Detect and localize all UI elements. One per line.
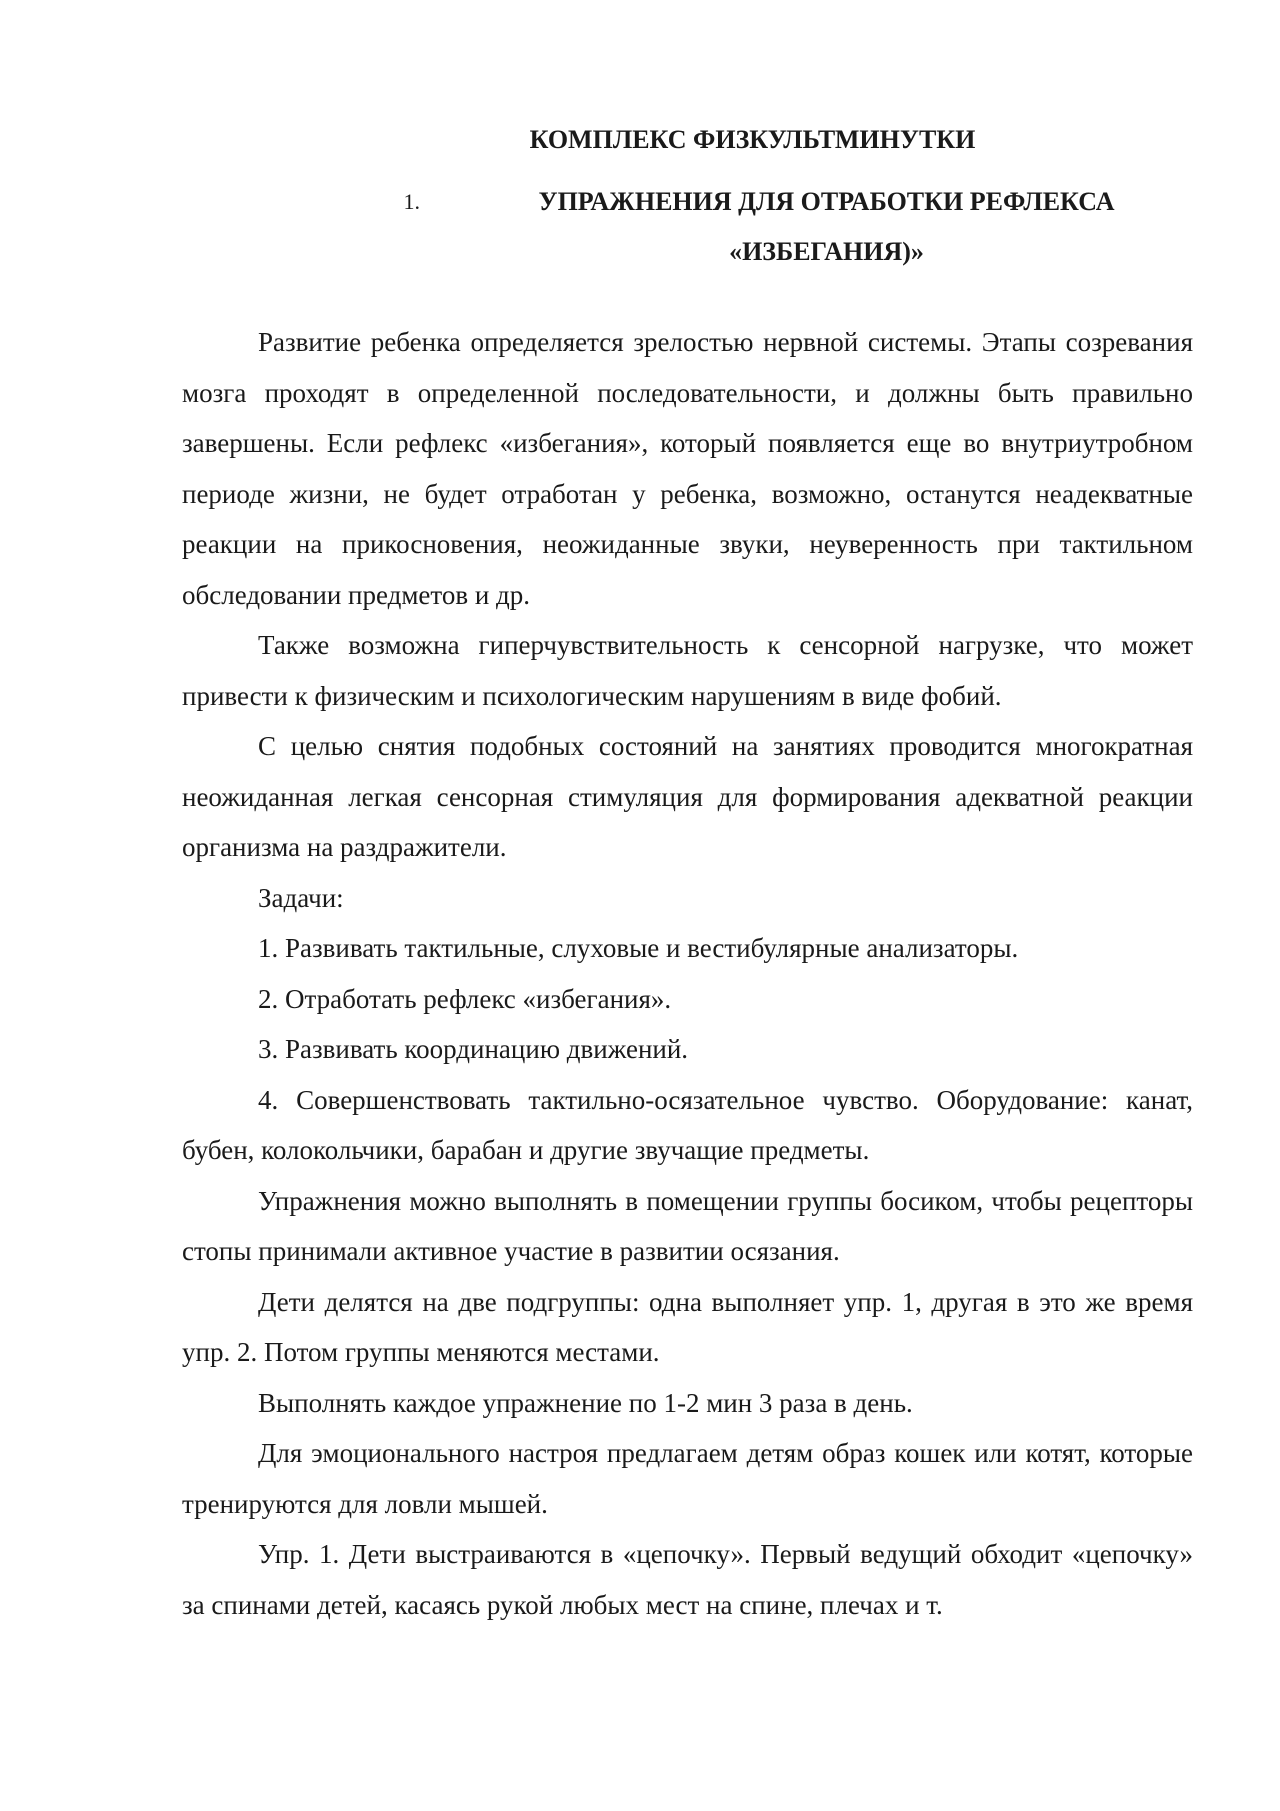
paragraph-subgroups: Дети делятся на две подгруппы: одна выполняет упр. 1, другая в это же время упр. 2. Потом группы меняются местами. — [182, 1286, 1193, 1367]
paragraph-tasks-label: Задачи: — [258, 882, 344, 913]
section-title — [420, 177, 1193, 277]
paragraph-emotional: Для эмоционального настроя предлагаем детям образ кошек или котят, которые тренируются для ловли мышей. — [182, 1438, 1193, 1519]
paragraph-hypersensitivity: Также возможна гиперчувствительность к сенсорной нагрузке, что может привести к физическим и психологическим нарушениям в виде фобий. — [182, 630, 1193, 711]
task-item-1: 1. Развивать тактильные, слуховые и вестибулярные анализаторы. — [258, 933, 1019, 963]
section-number: 1. — [403, 189, 420, 214]
section-title-line-1: УПРАЖНЕНИЯ ДЛЯ ОТРАБОТКИ РЕФЛЕКСА — [538, 187, 1115, 216]
paragraph-intro: Развитие ребенка определяется зрелостью нервной системы. Этапы созревания мозга проходят в определенной последовательности, и должны быть правильно завершены. Если рефлекс «избегания», который появляется еще во внутриутробном периоде жизни, не будет отработан у ребенка, возможно, останутся неадекватные реакции на прикосновения, неожиданные звуки, неуверенность при тактильном обследовании предметов и др. — [182, 327, 1193, 610]
task-item-3: 3. Развивать координацию движений. — [258, 1034, 689, 1064]
task-item-2: 2. Отработать рефлекс «избегания». — [258, 983, 672, 1014]
section-heading — [182, 177, 1193, 277]
paragraph-frequency: Выполнять каждое упражнение по 1-2 мин 3 раза в день. — [258, 1387, 913, 1418]
document-title: КОМПЛЕКС ФИЗКУЛЬТМИНУТКИ — [529, 125, 976, 154]
paragraph-exercise-1: Упр. 1. Дети выстраиваются в «цепочку». Первый ведущий обходит «цепочку» за спинами детей, касаясь рукой любых мест на спине, плечах и т. — [182, 1539, 1193, 1620]
paragraph-purpose: С целью снятия подобных состояний на занятиях проводится многократная неожиданная легкая сенсорная стимуляция для формирования адекватной реакции организма на раздражители. — [182, 731, 1193, 862]
document-content — [182, 115, 1193, 1630]
paragraph-barefoot: Упражнения можно выполнять в помещении группы босиком, чтобы рецепторы стопы принимали активное участие в развитии осязания. — [182, 1185, 1193, 1266]
section-title-line-2: «ИЗБЕГАНИЯ)» — [729, 237, 924, 266]
task-item-4: 4. Совершенствовать тактильно-осязательное чувство. Оборудование: канат, бубен, колокольчики, барабан и другие звучащие предметы. — [182, 1084, 1193, 1165]
